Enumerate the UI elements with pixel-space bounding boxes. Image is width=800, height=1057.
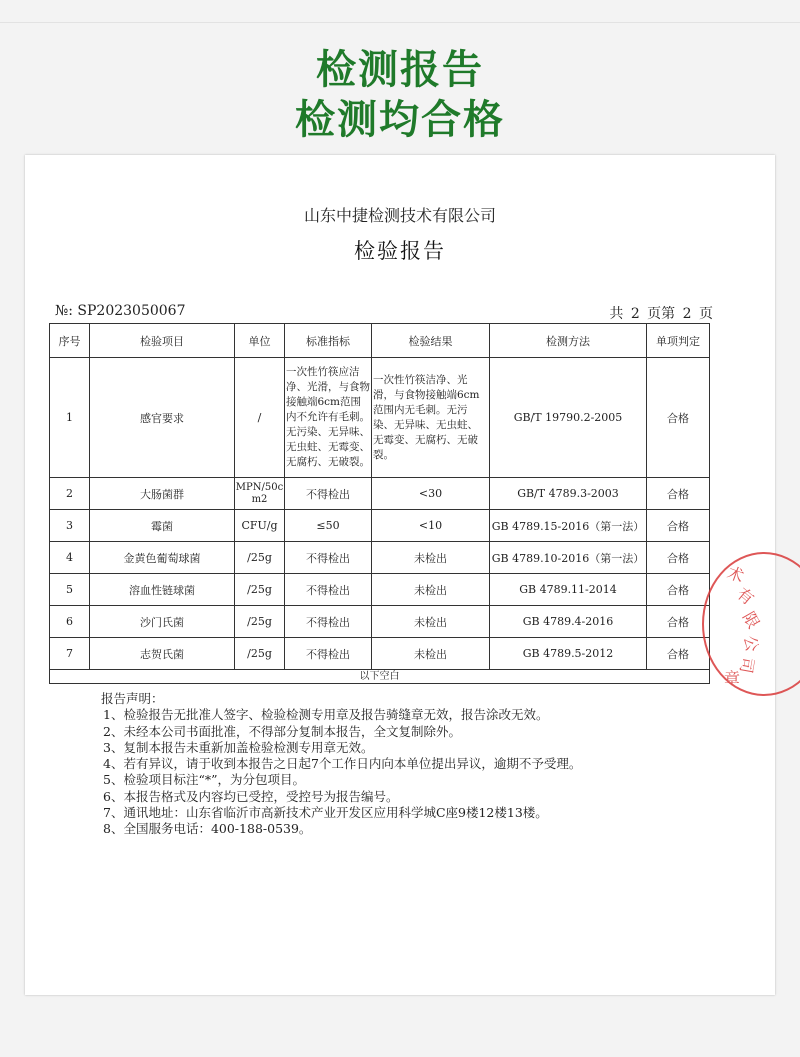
- inspection-table: [49, 323, 710, 684]
- table-row: [50, 638, 710, 670]
- statement-item: 6、本报告格式及内容均已受控，受控号为报告编号。: [103, 788, 399, 804]
- table-row: [50, 510, 710, 542]
- stamp-text: 有: [733, 583, 758, 609]
- company-name: 山东中捷检测技术有限公司: [303, 206, 496, 225]
- report-document: [25, 155, 775, 995]
- test-result: 未检出: [372, 638, 490, 670]
- test-result: 一次性竹筷洁净、光滑，与食物接触端6cm范围内无毛刺。无污染、无异味、无虫蛀、无霉变、无腐朽、无破裂。: [372, 358, 490, 478]
- column-header: 检验结果: [372, 324, 490, 358]
- column-header: 单位: [235, 324, 285, 358]
- unit: /25g: [235, 606, 285, 638]
- column-header: 检验项目: [90, 324, 235, 358]
- report-number: №: SP2023050067: [55, 303, 186, 319]
- row-number: 2: [50, 478, 90, 510]
- row-number: 5: [50, 574, 90, 606]
- statement-item: 5、检验项目标注“*”，为分包项目。: [103, 772, 305, 788]
- test-result: 未检出: [372, 542, 490, 574]
- test-method: GB 4789.4-2016: [490, 606, 647, 638]
- test-method: GB 4789.10-2016（第一法）: [490, 542, 647, 574]
- standard-requirement: 不得检出: [285, 478, 372, 510]
- unit: /: [235, 358, 285, 478]
- unit: MPN/50cm2: [235, 478, 285, 510]
- stamp-text: 司: [736, 655, 758, 675]
- unit: /25g: [235, 574, 285, 606]
- statement-item: 3、复制本报告未重新加盖检验检测专用章无效。: [103, 739, 374, 755]
- test-method: GB 4789.15-2016（第一法）: [490, 510, 647, 542]
- test-item: 感官要求: [90, 358, 235, 478]
- standard-requirement: 一次性竹筷应洁净、光滑，与食物接触端6cm范围内不允许有毛刺。无污染、无异味、无虫蛀、无霉变、无腐朽、无破裂。: [285, 358, 372, 478]
- table-row: [50, 606, 710, 638]
- test-item: 沙门氏菌: [90, 606, 235, 638]
- test-method: GB/T 19790.2-2005: [490, 358, 647, 478]
- blank-note: 以下空白: [50, 670, 710, 684]
- test-item: 溶血性链球菌: [90, 574, 235, 606]
- column-header: 单项判定: [647, 324, 710, 358]
- standard-requirement: 不得检出: [285, 606, 372, 638]
- standard-requirement: 不得检出: [285, 638, 372, 670]
- stamp-text: 公: [740, 634, 762, 654]
- verdict: 合格: [647, 638, 710, 670]
- test-item: 金黄色葡萄球菌: [90, 542, 235, 574]
- banner-headline-2: 检测均合格: [295, 97, 505, 143]
- test-item: 大肠菌群: [90, 478, 235, 510]
- row-number: 3: [50, 510, 90, 542]
- test-result: <10: [372, 510, 490, 542]
- unit: CFU/g: [235, 510, 285, 542]
- verdict: 合格: [647, 478, 710, 510]
- top-divider: [0, 22, 800, 23]
- verdict: 合格: [647, 358, 710, 478]
- standard-requirement: 不得检出: [285, 542, 372, 574]
- column-header: 序号: [50, 324, 90, 358]
- statement-item: 1、检验报告无批准人签字、检验检测专用章及报告骑缝章无效，报告涂改无效。: [103, 707, 549, 723]
- row-number: 4: [50, 542, 90, 574]
- table-row: [50, 358, 710, 478]
- table-row: [50, 478, 710, 510]
- row-number: 1: [50, 358, 90, 478]
- test-method: GB 4789.11-2014: [490, 574, 647, 606]
- verdict: 合格: [647, 606, 710, 638]
- report-statement: [103, 691, 581, 838]
- verdict: 合格: [647, 510, 710, 542]
- row-number: 6: [50, 606, 90, 638]
- verdict: 合格: [647, 542, 710, 574]
- table-row: [50, 542, 710, 574]
- column-header: 标准指标: [285, 324, 372, 358]
- stamp-text: 章: [724, 669, 741, 688]
- stamp-text: 限: [738, 608, 764, 632]
- page-banner: [0, 0, 800, 160]
- test-method: GB 4789.5-2012: [490, 638, 647, 670]
- standard-requirement: ≤50: [285, 510, 372, 542]
- test-result: 未检出: [372, 574, 490, 606]
- test-result: 未检出: [372, 606, 490, 638]
- statement-item: 4、若有异议，请于收到本报告之日起7个工作日内向本单位提出异议，逾期不予受理。: [103, 756, 582, 772]
- standard-requirement: 不得检出: [285, 574, 372, 606]
- page-info: 共 2 页第 2 页: [609, 306, 713, 322]
- test-item: 志贺氏菌: [90, 638, 235, 670]
- statement-item: 2、未经本公司书面批准，不得部分复制本报告，全文复制除外。: [103, 723, 461, 739]
- blank-note-row: [50, 670, 710, 684]
- test-method: GB/T 4789.3-2003: [490, 478, 647, 510]
- unit: /25g: [235, 542, 285, 574]
- table-header-row: [50, 324, 710, 358]
- report-title: 检验报告: [354, 239, 446, 263]
- unit: /25g: [235, 638, 285, 670]
- verdict: 合格: [647, 574, 710, 606]
- table-row: [50, 574, 710, 606]
- statement-item: 7、通讯地址：山东省临沂市高新技术产业开发区应用科学城C座9楼12楼13楼。: [103, 805, 548, 821]
- test-result: <30: [372, 478, 490, 510]
- row-number: 7: [50, 638, 90, 670]
- statement-title: 报告声明：: [101, 691, 164, 706]
- stamp-text: 术: [724, 562, 747, 587]
- banner-headline-1: 检测报告: [316, 47, 484, 93]
- column-header: 检测方法: [490, 324, 647, 358]
- test-item: 霉菌: [90, 510, 235, 542]
- statement-item: 8、全国服务电话：400-188-0539。: [103, 821, 312, 837]
